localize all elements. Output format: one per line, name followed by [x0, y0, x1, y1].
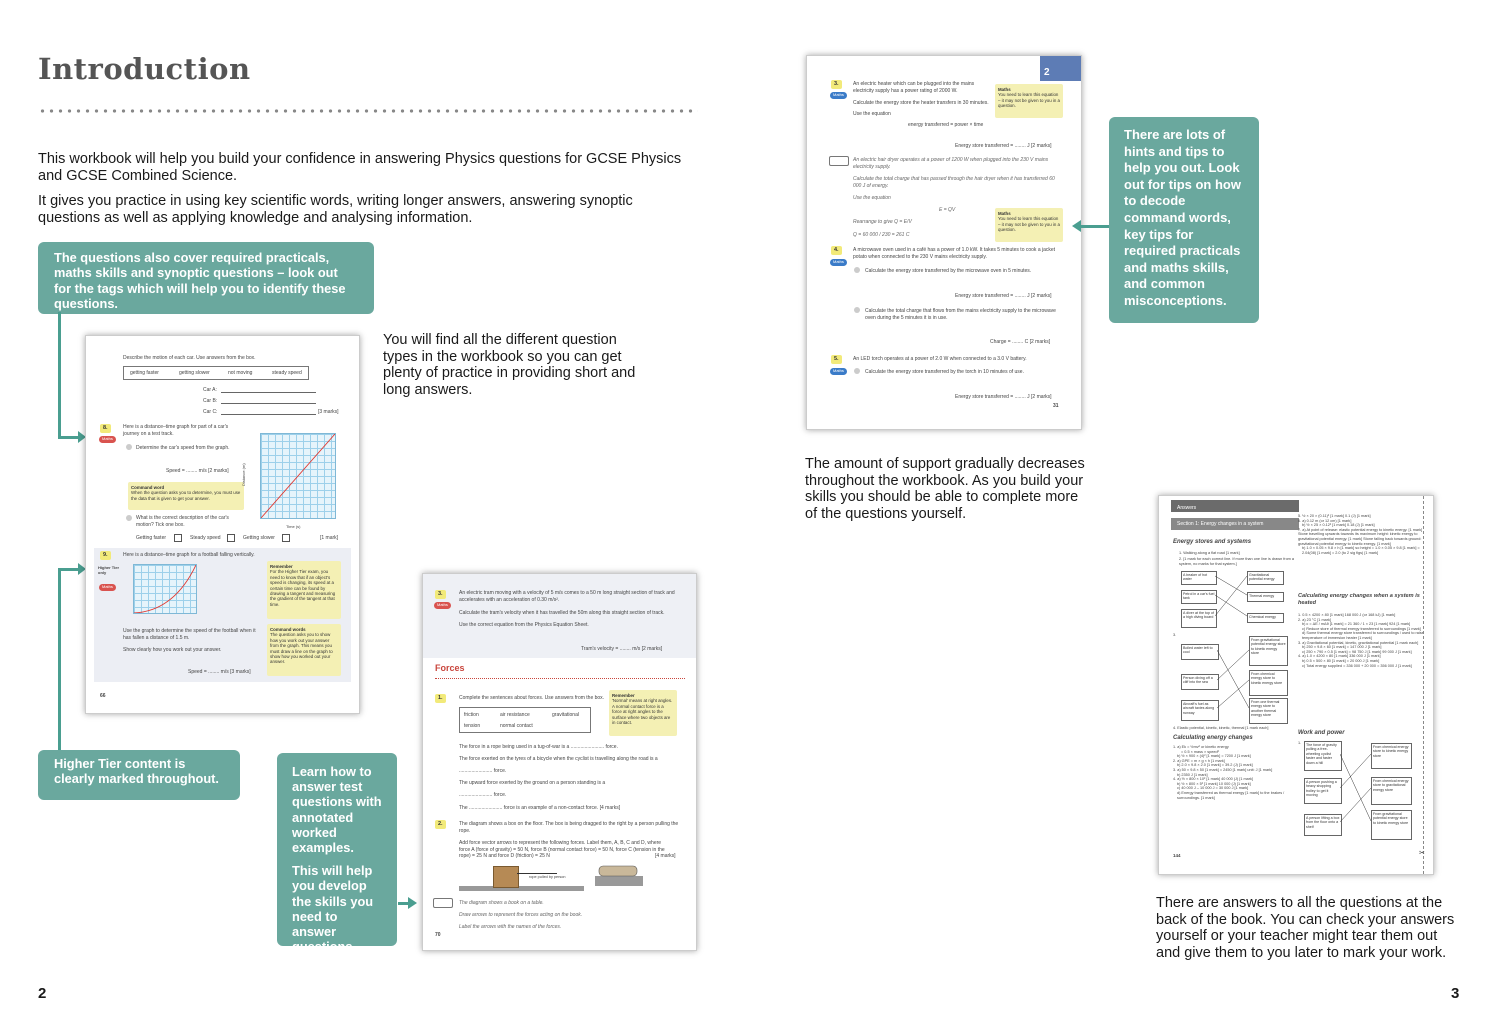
remember-tip: [609, 690, 677, 736]
question-number: 3.: [831, 80, 842, 89]
answer-line: b) 2.0 × 9.8 × 2.0 [1 mark] = 39.2 (J) [1 mark]: [1177, 763, 1253, 768]
question-text: Complete the sentences about forces. Use answers from the box.: [459, 695, 605, 701]
question-text: Calculate the energy store the heater transfers in 30 minutes.: [853, 100, 989, 106]
answers-heading: Calculating energy changes: [1173, 735, 1253, 741]
box-option: steady speed: [272, 370, 302, 376]
box-option: not moving: [228, 370, 253, 376]
question-number: 1.: [435, 694, 446, 703]
page-number-right: 3: [1451, 985, 1460, 1002]
sentence: The upward force exerted by the ground on a person standing is a: [459, 780, 606, 786]
question-part: Determine the car's speed from the graph.: [136, 445, 230, 451]
arrow-right-icon: [408, 897, 417, 909]
answer-line: 1. 0.5 × 4200 × 80 [1 mark] 168 000 J (or 168 kJ) [1 mark]: [1298, 613, 1396, 617]
match-box: Thermal energy: [1247, 592, 1284, 602]
marks: [4 marks]: [655, 853, 676, 859]
sample-page-144: [1158, 495, 1434, 875]
part-b-marker: [126, 515, 132, 521]
answer-line: [221, 392, 316, 393]
answer-line: c) 40 000 J – 10 000 J = 30 000 J [1 mark]: [1177, 786, 1249, 791]
match-box: From gravitational potential energy store to kinetic energy store: [1249, 636, 1288, 666]
match-box: From chemical energy store to kinetic energy store: [1371, 743, 1412, 769]
question-types-text: You will find all the different question types in the workbook so you can get plenty of practice in providing short and long answers.: [383, 332, 636, 398]
answer-line: 1. a) Ek = ½mv² or kinetic energy: [1173, 745, 1229, 749]
dotted-divider: [38, 108, 698, 114]
page-tab: 2: [1040, 56, 1082, 81]
part-a-marker: [854, 267, 860, 273]
part-a-marker: [126, 444, 132, 450]
answer-line: b) 250 × 9.8 × 60 [1 mark] = 147 000 J [1 mark]: [1302, 645, 1382, 650]
answer-line: b) 1.0 × 0.05 × 9.8 × h [1 mark] so height = 1.0 × 0.05 × 9.8 [1 mark] = 2.04(08) [1 mark] = 2.0 (to 2 sig figs) [1 mark]: [1302, 546, 1420, 555]
question-text: Add force vector arrows to represent the following forces. Label them, A, B, C and D, where force A (force of gravity) = 50 N, force B (normal contact force) = 50 N, force C (tension in the rope) = 25 N and force D (friction) = 25 N: [459, 840, 665, 859]
answer-box: [459, 707, 591, 733]
answer-line: b) ½ × 800 × 5² [1 mark] 10 000 (J) [1 mark]: [1177, 781, 1251, 786]
match-box: A beaker of hot water: [1181, 571, 1217, 585]
page-number: 31: [1053, 403, 1059, 409]
maths-tip: [995, 208, 1063, 242]
match-box: Person diving off a cliff into the sea: [1181, 674, 1219, 690]
match-box: A person pushing a heavy shopping trolley to get it moving: [1304, 778, 1342, 804]
answers-heading: Work and power: [1298, 730, 1345, 736]
sentence: The force in a rope being used in a tug-of-war is a ........................ force.: [459, 744, 618, 750]
worked-example-text: Label the arrows with the names of the forces.: [459, 924, 562, 930]
answer-line: 4. a) ½ × 800 × 10² [1 mark] 40 000 (J) [1 mark]: [1173, 777, 1253, 782]
diagram-label: rope pulled by person: [529, 875, 566, 879]
maths-tag: Maths: [434, 602, 451, 609]
answer-line: b) 0.5 × 500 × 80 [1 mark] = 20 000 J [1 mark]: [1302, 658, 1380, 663]
command-words-tip: [267, 624, 341, 676]
answer-line: 5. ½ × 20 × (0.11)² [1 mark] 0.1 (J) [1 mark]: [1298, 514, 1371, 518]
car-label: Car B:: [203, 398, 218, 404]
tick-box[interactable]: [174, 534, 182, 542]
question-header: Describe the motion of each car. Use answers from the box.: [123, 355, 256, 361]
right-answers: [1298, 514, 1424, 555]
match-box: From gravitational potential energy store to kinetic energy store: [1371, 810, 1412, 840]
answers-heading: Calculating energy changes when a system is heated: [1298, 593, 1420, 606]
car-label: Car A:: [203, 387, 217, 393]
question-text: An LED torch operates at a power of 2.0 W when connected to a 3.0 V battery.: [853, 356, 1027, 362]
connector-line: [1080, 225, 1109, 228]
box-option: getting slower: [179, 370, 210, 376]
answer-line-text: Speed = ........ m/s [3 marks]: [188, 669, 251, 675]
part-a-marker: [854, 368, 860, 374]
answer-line: 2. a) 23 °C [1 mark]: [1298, 617, 1331, 622]
tip-title: Remember: [270, 564, 293, 569]
page-title: Introduction: [38, 52, 251, 86]
question-part: Calculate the total charge that flows from the mains electricity supply to the microwave oven during the 5 minutes it is in use.: [865, 308, 1056, 321]
answer-line: d) Energy transferred as thermal energy [1 mark] to the brakes / surroundings. [1 mark]: [1177, 790, 1285, 800]
intro-paragraph-1: This workbook will help you build your confidence in answering Physics questions for GCSE Physics and GCSE Combined Science.: [38, 151, 682, 184]
question-number: 8.: [100, 424, 111, 433]
answer-line-text: Tram's velocity = ........ m/s [2 marks]: [581, 646, 663, 652]
answer-line-text: Energy store transferred = ........ J [2 marks]: [955, 293, 1052, 299]
higher-tier-tag: Higher Tier only: [98, 565, 120, 575]
tip-title: Remember: [612, 693, 635, 698]
matching-lines: [1217, 646, 1249, 716]
match-box: The force of gravity pulling a free-wheeling cyclist faster and faster down a hill: [1304, 741, 1342, 771]
answer-line: b) 2350 J [1 mark]: [1177, 772, 1208, 777]
answer-line: 2. a) GPE = m × g × h [1 mark]: [1173, 758, 1225, 763]
page-number: 144: [1173, 853, 1181, 858]
callout-worked-examples: [277, 753, 397, 955]
maths-tag: Maths: [830, 259, 847, 266]
answer-line: c) Reduce store of thermal energy transferred to surroundings [1 mark]: [1302, 626, 1421, 631]
answer-line: 3. a) Gravitational potential, kinetic, gravitational potential [1 mark each]: [1298, 640, 1419, 645]
answer-line-text: Energy store transferred = ........ J [2 marks]: [955, 143, 1052, 149]
scissors-icon: ✂: [1419, 850, 1425, 857]
page-number-left: 2: [38, 985, 47, 1002]
matching-lines: [1215, 571, 1247, 626]
answer-line: 3.: [1173, 633, 1177, 637]
question-text: Here is a distance–time graph for a football falling vertically.: [123, 552, 255, 558]
box-option: friction: [464, 712, 479, 718]
sample-page-70: [422, 573, 697, 951]
worked-example-text: Q = 60 000 / 230 = 261 C: [853, 232, 910, 238]
worked-example-text: Draw arrows to represent the forces acting on the book.: [459, 912, 583, 918]
axis-label: Time (s): [286, 524, 301, 529]
answer-line: 1. Walking along a flat road [1 mark]: [1179, 551, 1240, 555]
callout-higher-tier: Higher Tier content is clearly marked throughout.: [38, 750, 240, 800]
question-text: An electric tram moving with a velocity of 5 m/s comes to a 50 m long straight section of track and accelerates with an acceleration of 0.30 m/s².: [459, 590, 675, 603]
answer-line: c) Total energy supplied = 336 000 + 20 000 = 356 000 J [1 mark]: [1302, 663, 1412, 668]
command-word-tip: [128, 482, 244, 510]
answer-line-text: Energy store transferred = ........ J [2 marks]: [955, 394, 1052, 400]
match-box: Aircraft's fuel as aircraft taxies along runway: [1181, 700, 1219, 721]
match-box: Petrol in a car's fuel tank: [1181, 590, 1217, 604]
question-text: Use the graph to determine the speed of the football when it has fallen a distance of 1.5 m.: [123, 628, 256, 641]
part-b-marker: [854, 307, 860, 313]
sentence: ........................ force.: [459, 768, 507, 774]
book-on-table-image: [593, 864, 645, 888]
tick-option: Steady speed: [190, 535, 221, 541]
equation: energy transferred = power × time: [908, 122, 984, 128]
tick-box[interactable]: [282, 534, 290, 542]
answers-heading: Energy stores and systems: [1173, 539, 1252, 545]
matching-lines: [1340, 746, 1371, 831]
match-box: Boiled water left to cool: [1181, 644, 1219, 660]
maths-tag: Maths: [830, 368, 847, 375]
match-box: A person lifting a box from the floor onto a shelf: [1304, 814, 1342, 836]
question-text: An electric heater which can be plugged into the mains electricity supply has a power rating of 2000 W.: [853, 81, 975, 94]
tip-text: When the question asks you to determine, you must use the data that is given to get your answer.: [131, 490, 241, 501]
question-text: Here is a distance–time graph for part of a car's journey on a test track.: [123, 424, 229, 437]
sentence: The force exerted on the tyres of a bicycle when the cyclist is travelling along the road is a: [459, 756, 658, 762]
answer-line: d) Some thermal energy store transferred to surroundings / used to raise temperature of immersion heater [1 mark]: [1302, 631, 1424, 640]
page-number: 70: [435, 932, 441, 938]
section-divider: [435, 678, 685, 679]
sentence: The ........................ force is an example of a non-contact force. [4 marks]: [459, 805, 621, 811]
callout-paragraph: Learn how to answer test questions with annotated worked examples.: [292, 764, 382, 856]
question-number: 3.: [435, 590, 446, 599]
box-option: normal contact: [500, 723, 533, 729]
tip-text: For the Higher Tier exam, you need to know that if an object's speed is changing, its speed at a certain time can be found by drawing a tangent and measuring the gradient of the tangent at that time.: [270, 569, 336, 607]
question-part: Calculate the energy store transferred by the microwave oven in 5 minutes.: [865, 268, 1032, 274]
answer-line-text: Charge = ........ C [2 marks]: [990, 339, 1051, 345]
maths-tip: [995, 84, 1063, 118]
box-image: [493, 866, 519, 888]
worked-example-text: Calculate the total charge that has passed through the hair dryer when it has transferred 60 000 J of energy.: [853, 176, 1055, 189]
answer-line: 3. a) 50 × 9.8 × 50 [1 mark] = 2450 [1 mark] unit: J [1 mark]: [1173, 767, 1273, 772]
maths-tag: Maths: [830, 92, 847, 99]
connector-line: [58, 570, 61, 750]
question-number: 4.: [831, 246, 842, 255]
worked-example-text: An electric hair dryer operates at a power of 1200 W when plugged into the 230 V mains electricity supply.: [853, 157, 1049, 170]
floor: [459, 886, 584, 891]
answer-line: [221, 414, 316, 415]
answer-box: [123, 366, 309, 380]
answer-line: 7. a) At point of release: elastic potential energy to kinetic energy. [1 mark] Stone travelling upwards towards its maximum height: kinetic energy to gravitational potential energy. [1 mark] Stone falling back towards ground: gravitational potential energy to kinetic energy. [1 mark]: [1298, 527, 1423, 546]
question-text: The diagram shows a box on the floor. The box is being dragged to the right by a person pulling the rope.: [459, 821, 679, 834]
question-part: What is the correct description of the car's motion? Tick one box.: [136, 515, 229, 528]
answers-header: Answers: [1171, 500, 1299, 512]
answer-line: b) c = ΔE / mΔθ [1 mark] = 21 360 / 1 × 23 [1 mark] 924 [1 mark]: [1302, 622, 1411, 627]
match-box: From one thermal energy store to another thermal energy store: [1249, 698, 1288, 724]
sample-page-66: [85, 335, 360, 714]
answer-line: = 0.5 × mass × speed²: [1181, 749, 1219, 754]
page-number: 66: [100, 693, 106, 699]
sample-page-31: [806, 55, 1082, 430]
tip-text: You need to learn this equation – it may not be given to you in a question.: [998, 216, 1060, 233]
match-box: From chemical energy store to gravitational energy store: [1371, 777, 1412, 805]
answer-line: 4. Elastic potential, kinetic, kinetic, thermal [1 mark each]: [1173, 726, 1269, 730]
answer-line: 1.: [1298, 741, 1302, 745]
question-text: A microwave oven used in a café has a power of 1.0 kW. It takes 5 minutes to cook a jacket potato when connected to the 230 V mains electricity supply.: [853, 247, 1056, 260]
answer-line: 4. a) 1.0 × 4200 × 80 [1 mark] 336 000 J [1 mark]: [1298, 654, 1381, 659]
question-number: 5.: [831, 355, 842, 364]
question-part: Calculate the energy store transferred by the torch in 10 minutes of use.: [865, 369, 1024, 375]
marks: [1 mark]: [320, 535, 339, 541]
box-option: gravitational: [552, 712, 579, 718]
callout-tags: The questions also cover required practicals, maths skills and synoptic questions – look out for the tags which will help you to identify these questions.: [38, 242, 374, 314]
equation: E = QV: [939, 207, 956, 213]
tip-text: The question asks you to show how you work out your answer from the graph. This means you must draw a line on the graph to show how you worked out your answer.: [270, 632, 333, 665]
box-option: getting faster: [130, 370, 159, 376]
graph-curve: [134, 565, 196, 613]
calc-answers: [1173, 745, 1295, 800]
answer-line: b) ½ × 25 × 0.12² [1 mark] 0.18 (J) [1 mark]: [1302, 523, 1375, 528]
support-text: The amount of support gradually decreases throughout the workbook. As you build your skills you should be able to complete more of the questions yourself.: [805, 456, 1085, 522]
question-text: Show clearly how you work out your answer.: [123, 647, 222, 653]
heat-answers: [1298, 613, 1424, 668]
tick-option: Getting faster: [136, 535, 167, 541]
answer-line: [221, 403, 316, 404]
marks: [3 marks]: [318, 409, 339, 415]
worked-example-text: Rearrange to give Q = E/V: [853, 219, 912, 225]
answer-line: c) 250 × 790 × 0.5 [1 mark] = 98 750 J [1 mark] 99 000 J [1 mark]: [1302, 649, 1412, 654]
car-label: Car C:: [203, 409, 218, 415]
callout-paragraph: This will help you develop the skills you need to answer questions.: [292, 863, 374, 955]
falling-ball-graph: [133, 564, 197, 614]
section-heading: Forces: [435, 663, 465, 673]
question-number: 2.: [435, 820, 446, 829]
worked-example-icon: [433, 898, 453, 908]
maths-tag: Maths: [99, 584, 116, 591]
section-header: Section 1: Energy changes in a system: [1171, 518, 1299, 530]
tip-title: Maths: [998, 211, 1011, 216]
box-option: tension: [464, 723, 481, 729]
worked-example-icon: [829, 156, 849, 166]
intro-paragraph-2: It gives you practice in using key scientific words, writing longer answers, answering synoptic questions as well as applying knowledge and analysing information.: [38, 193, 633, 226]
match-box: A diver at the top of a high diving board: [1181, 609, 1217, 628]
worked-example-text: Use the equation: [853, 195, 891, 201]
question-text: Calculate the tram's velocity when it has travelled the 50m along this straight section of track.: [459, 610, 665, 616]
axis-label: Distance (m): [241, 463, 246, 486]
answer-line: 6. a) 0.12 m (or 12 cm) [1 mark]: [1298, 518, 1352, 523]
match-box: Chemical energy: [1247, 613, 1284, 623]
remember-tip: [267, 561, 341, 619]
answer-line-text: Speed = ........ m/s [2 marks]: [166, 468, 229, 474]
tip-text: 'Normal' means at right angles. A normal contact force is a force at right angles to the surface where two objects are in contact.: [612, 698, 673, 726]
tip-title: Command word: [131, 485, 165, 490]
connector-line: [58, 312, 61, 438]
worked-example-text: The diagram shows a book on a table.: [459, 900, 544, 906]
callout-hints: There are lots of hints and tips to help you out. Look out for tips on how to decode command words, key tips for required practicals and maths skills, and common misconceptions.: [1109, 117, 1259, 323]
answer-line: 2. [1 mark for each correct line. If more than one line is drawn from a system, no marks for that system.]: [1179, 557, 1295, 566]
answer-line: b) ½ × 900 × (4)² [1 mark] = 7200 J [1 mark]: [1177, 754, 1251, 759]
question-text: Use the correct equation from the Physics Equation Sheet.: [459, 622, 589, 628]
match-box: From chemical energy store to kinetic energy store: [1249, 670, 1288, 696]
match-box: Gravitational potential energy: [1247, 571, 1284, 585]
tip-title: Maths: [998, 87, 1011, 92]
tear-line: [1423, 496, 1424, 874]
answers-text: There are answers to all the questions at the back of the book. You can check your answers yourself or your teacher might tear them out and give them to you later to mark your work.: [1156, 895, 1455, 961]
distance-time-graph: [260, 433, 336, 519]
maths-tag: Maths: [99, 436, 116, 443]
tick-box[interactable]: [227, 534, 235, 542]
question-number: 9.: [100, 551, 111, 560]
tip-text: You need to learn this equation – it may not be given to you in a question.: [998, 92, 1060, 109]
tick-option: Getting slower: [243, 535, 275, 541]
graph-line: [261, 434, 335, 518]
question-text: Use the equation: [853, 111, 891, 117]
box-option: air resistance: [500, 712, 530, 718]
tip-title: Command words: [270, 627, 306, 632]
sentence: ........................ force.: [459, 792, 507, 798]
